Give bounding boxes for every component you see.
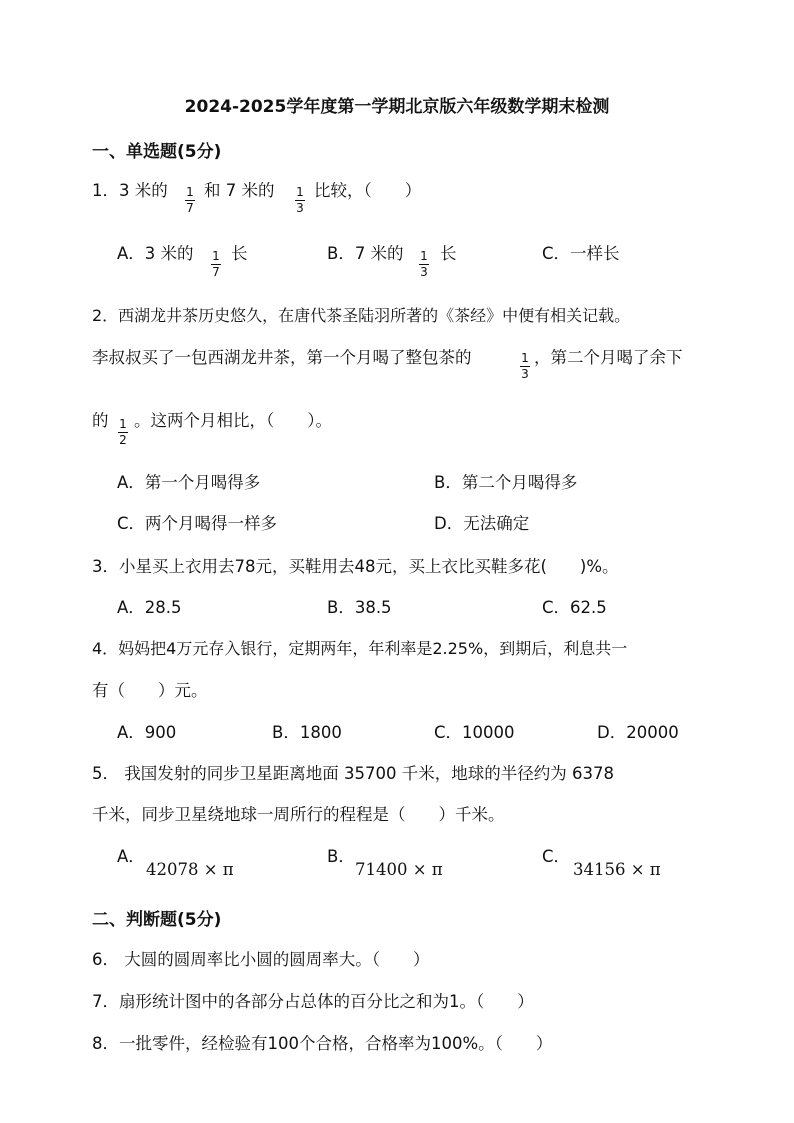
question-8: 8．一批零件，经检验有100个合格，合格率为100%。（ ） xyxy=(92,1034,553,1053)
question-1-text-b: 和 7 米的 xyxy=(204,181,275,200)
q1-option-c: C．一样长 xyxy=(542,244,620,263)
q4-option-b: B．1800 xyxy=(272,723,342,742)
q5-option-a-label: A． xyxy=(117,847,145,866)
q3-option-a: A．28.5 xyxy=(117,598,182,617)
question-1-text-a: 1．3 米的 xyxy=(92,181,168,200)
q1-option-a-fraction: 1 7 xyxy=(212,249,220,279)
question-3: 3．小星买上衣用去78元，买鞋用去48元，买上衣比买鞋多花( )%。 xyxy=(92,557,619,576)
q5-option-c-label: C． xyxy=(542,847,571,866)
q2-option-a: A．第一个月喝得多 xyxy=(117,473,261,492)
q1-option-b-fraction: 1 3 xyxy=(420,249,428,279)
question-6: 6． 大圆的圆周率比小圆的圆周率大。（ ） xyxy=(92,950,430,969)
q5-option-b-expression: 71400 × π xyxy=(355,860,443,879)
q3-option-b: B．38.5 xyxy=(327,598,392,617)
section-heading-true-false: 二、判断题(5分) xyxy=(92,910,222,930)
q4-option-a: A．900 xyxy=(117,723,177,742)
question-1-text-c: 比较，（ ） xyxy=(314,181,422,200)
q5-option-b-label: B． xyxy=(327,847,355,866)
page-title: 2024-2025学年度第一学期北京版六年级数学期末检测 xyxy=(184,97,610,117)
q1-option-a: A．3 米的 xyxy=(117,244,194,263)
q5-option-a-expression: 42078 × π xyxy=(146,860,234,879)
question-4-line-2: 有（ ）元。 xyxy=(92,681,208,700)
question-2-line-2a: 李叔叔买了一包西湖龙井茶，第一个月喝了整包茶的 xyxy=(92,348,472,367)
q2-option-c: C．两个月喝得一样多 xyxy=(117,514,278,533)
q3-option-c: C．62.5 xyxy=(542,598,607,617)
q1-option-b-suffix: 长 xyxy=(440,244,457,263)
q2-option-d: D．无法确定 xyxy=(434,514,530,533)
section-heading-single-choice: 一、单选题(5分) xyxy=(92,142,222,162)
question-2-line-2b: ，第二个月喝了余下 xyxy=(534,348,683,367)
question-2-line-3b: 。这两个月相比，（ ）。 xyxy=(134,411,332,430)
q2-fraction-1-3: 1 3 xyxy=(521,351,529,381)
question-5-line-2: 千米，同步卫星绕地球一周所行的程程是（ ）千米。 xyxy=(92,805,505,824)
q2-option-b: B．第二个月喝得多 xyxy=(434,473,578,492)
q2-fraction-1-2: 1 2 xyxy=(119,417,127,447)
fraction-1-3: 1 3 xyxy=(296,185,304,215)
fraction-1-7: 1 7 xyxy=(186,185,194,215)
question-2-line-3a: 的 xyxy=(92,411,109,430)
question-2-line-1: 2．西湖龙井茶历史悠久，在唐代茶圣陆羽所著的《茶经》中便有相关记载。 xyxy=(92,306,631,325)
q4-option-d: D．20000 xyxy=(597,723,679,742)
question-4-line-1: 4．妈妈把4万元存入银行，定期两年，年利率是2.25%，到期后，利息共一 xyxy=(92,639,628,658)
q1-option-b: B．7 米的 xyxy=(327,244,404,263)
q4-option-c: C．10000 xyxy=(434,723,515,742)
q5-option-c-expression: 34156 × π xyxy=(573,860,661,879)
question-5-line-1: 5． 我国发射的同步卫星距离地面 35700 千米，地球的半径约为 6378 xyxy=(92,764,614,783)
q1-option-a-suffix: 长 xyxy=(231,244,248,263)
question-7: 7．扇形统计图中的各部分占总体的百分比之和为1。（ ） xyxy=(92,992,534,1011)
question-1 xyxy=(92,177,168,201)
